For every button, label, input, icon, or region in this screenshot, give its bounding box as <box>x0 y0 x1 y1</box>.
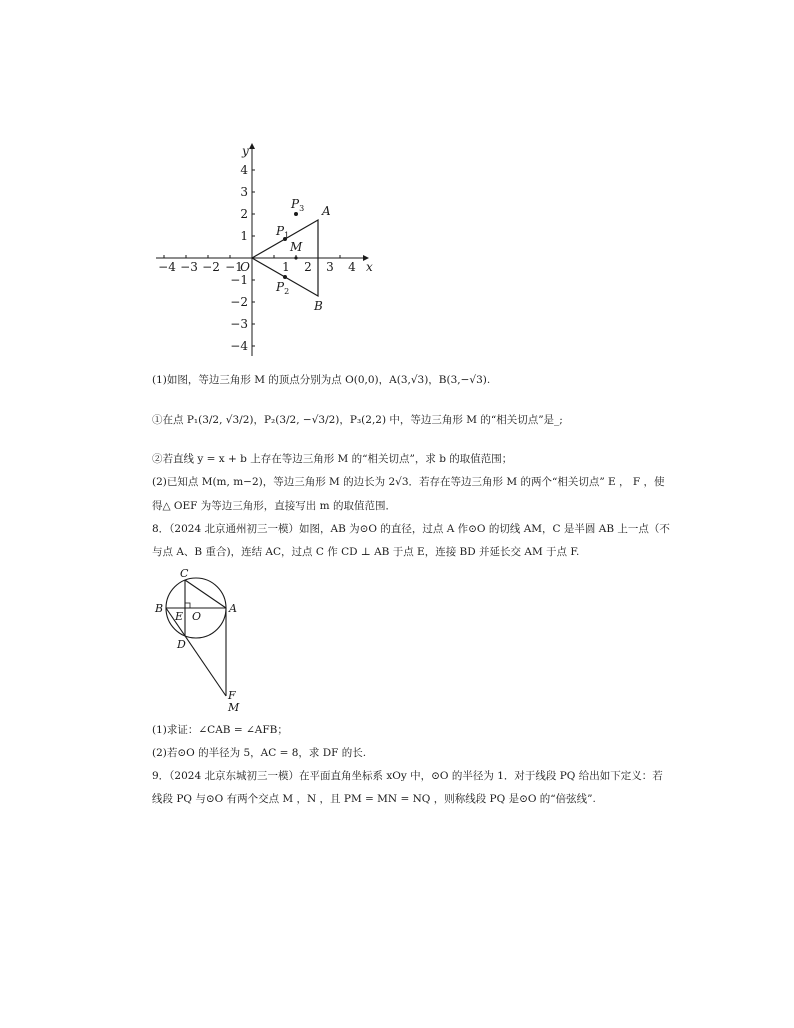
label-a: A <box>322 204 331 218</box>
svg-text:P1 <box>275 224 289 240</box>
problem7-part2-line2: 得△ OEF 为等边三角形，直接写出 m 的取值范围． <box>152 500 396 512</box>
y-tick-label: 1 <box>240 229 248 243</box>
problem7-part1-q2: ②若直线 y = x + b 上存在等边三角形 M 的“相关切点”，求 b 的取值范围； <box>152 453 513 465</box>
label-p3: P <box>291 197 300 211</box>
y-axis-label: y <box>242 144 249 158</box>
svg-text:P3 <box>290 197 304 213</box>
problem8-part2: (2)若⊙O 的半径为 5，AC = 8，求 DF 的长. <box>152 747 367 759</box>
y-tick-label: 2 <box>240 207 248 221</box>
label-d: D <box>177 638 186 651</box>
problem7-part2-line1: (2)已知点 M(m, m−2)，等边三角形 M 的边长为 2√3．若存在等边三角形 M 的两个“相关切点” E ， F ，使 <box>152 476 665 488</box>
right-angle-mark <box>185 603 190 608</box>
x-axis-label: x <box>366 260 373 274</box>
y-tick-label: −4 <box>230 339 248 353</box>
y-tick-label: −1 <box>230 273 248 287</box>
label-f: F <box>228 689 236 702</box>
label-m: M <box>228 701 240 714</box>
point-p2 <box>283 275 287 279</box>
point-m-center <box>294 256 297 259</box>
point-p3 <box>294 212 298 216</box>
label-p1: P <box>276 224 285 238</box>
label-b: B <box>155 602 164 615</box>
problem8-part1: (1)求证：∠CAB = ∠AFB； <box>152 724 288 736</box>
problem8-line1: 8．（2024 北京通州初三一模）如图，AB 为⊙O 的直径，过点 A 作⊙O 的切线 AM，C 是半圆 AB 上一点（不 <box>152 523 670 535</box>
problem8-line2: 与点 A、B 重合)，连结 AC，过点 C 作 CD ⊥ AB 于点 E，连接 BD 并延长交 AM 于点 F. <box>152 546 580 558</box>
problem7-part1-q1: ①在点 P₁(3/2, √3/2)，P₂(3/2, −√3/2)，P₃(2,2) 中，等边三角形 M 的“相关切点”是_; <box>152 414 563 426</box>
circle-tangent-figure <box>150 566 250 716</box>
problem7-part1: (1)如图，等边三角形 M 的顶点分别为点 O(0,0)，A(3,√3)，B(3,−√3). <box>152 374 491 386</box>
label-c: C <box>180 567 189 580</box>
problem9-line1: 9．（2024 北京东城初三一模）在平面直角坐标系 xOy 中，⊙O 的半径为 1．对于线段 PQ 给出如下定义：若 <box>152 770 663 782</box>
segment-ca <box>185 580 226 608</box>
label-o: O <box>192 610 202 623</box>
svg-text:P2 <box>275 280 289 296</box>
x-tick-label: −3 <box>180 260 198 274</box>
label-p2: P <box>276 280 285 294</box>
label-m: M <box>290 240 303 254</box>
y-tick-label: −3 <box>230 317 248 331</box>
label-p1-sub: 1 <box>284 231 290 240</box>
x-tick-label: −2 <box>202 260 220 274</box>
x-tick-label: 4 <box>348 260 356 274</box>
label-e: E <box>175 610 184 623</box>
label-p2-sub: 2 <box>284 287 290 296</box>
y-tick-label: −2 <box>230 295 248 309</box>
x-tick-label: 3 <box>326 260 334 274</box>
problem9-line2: 线段 PQ 与⊙O 有两个交点 M ，N ，且 PM = MN = NQ ，则称线段 PQ 是⊙O 的“倍弦线”. <box>152 793 596 805</box>
x-tick-label: −1 <box>225 260 243 274</box>
x-tick-label: −4 <box>158 260 176 274</box>
label-b: B <box>314 299 323 313</box>
x-tick-label: 1 <box>282 260 290 274</box>
label-a: A <box>229 602 237 615</box>
coordinate-figure <box>150 138 382 360</box>
origin-label: O <box>240 260 250 274</box>
x-tick-label: 2 <box>304 260 312 274</box>
label-p3-sub: 3 <box>299 204 305 213</box>
y-tick-label: 4 <box>240 163 248 177</box>
y-tick-label: 3 <box>240 185 248 199</box>
